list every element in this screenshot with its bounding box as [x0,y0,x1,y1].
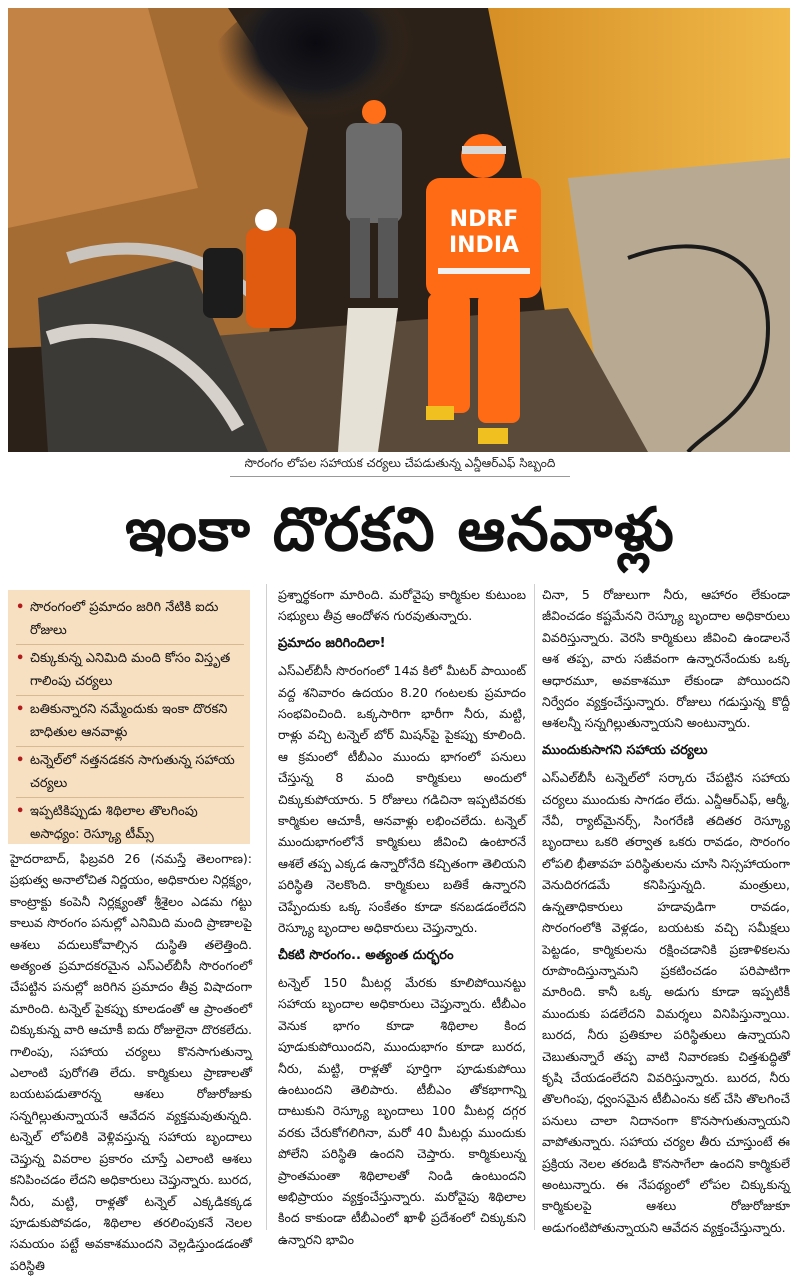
highlight-item: • ఇప్పటికిప్పుడు శిథిలాల తొలగింపు అసాధ్యం: రెస్క్యూ టీమ్స్ [16,800,244,848]
subheading: ముందుకుసాగని సహాయ చర్యలు [542,742,708,758]
column-divider [534,584,535,1230]
highlights-list [8,590,250,848]
tunnel-scene-illustration [8,8,790,452]
article-column-3 [542,584,790,1242]
subheading: చీకటి సొరంగం.. అత్యంత దుర్భరం [278,947,454,963]
headline: ఇంకా దొరకని ఆనవాళ్లు [125,495,675,565]
article-column-1 [10,848,252,1280]
rescue-photo [8,8,790,452]
column-divider [266,584,267,1230]
article-paragraph: ప్రశ్నార్థకంగా మారింది. మరోవైపు కార్మికుల కుటుంబ సభ్యులు తీవ్ర ఆందోళన గురవుతున్నారు. [278,587,526,624]
caption-underline [230,476,570,477]
photo-caption: సొరంగం లోపల సహాయక చర్యలు చేపడుతున్న ఎన్డీఆర్‌ఎఫ్ సిబ్బంది [244,456,556,470]
highlight-item: • చిక్కుకున్న ఎనిమిది మంది కోసం విస్తృత గాలింపు చర్యలు [16,647,244,696]
highlights-box [8,590,250,844]
article-column-2 [278,584,526,1254]
article-paragraph: హైదరాబాద్, ఫిబ్రవరి 26 (నమస్తే తెలంగాణ): ప్రభుత్వ అనాలోచిత నిర్ణయం, అధికారుల నిర్లక్ష్యం, కాంట్రాక్టు కంపెనీ నిర్లక్ష్యంతో శ్రీశైలం ఎడమ గట్టు కాలువ సొరంగం పనుల్లో ఎనిమిది మంది ప్రాణాలపై ఆశలు వదులుకోవాల్సిన దుస్థితి తలెత్తింది. అత్యంత ప్రమాదకరమైన ఎస్‌ఎల్‌బీసీ సొరంగంలో చేపట్టిన పనుల్లో జరిగిన ప్రమాదం తీవ్ర విషాదంగా మారింది. టన్నెల్ పైకప్పు కూలడంతో ఆ ప్రాంతంలో చిక్కుకున్న వారి ఆచూకీ ఐదు రోజులైనా దొరకలేదు. గాలింపు, సహాయ చర్యలు కొనసాగుతున్నా ఎలాంటి పురోగతి లేదు. కార్మికులు ప్రాణాలతో బయటపడుతారన్న ఆశలు రోజురోజుకు సన్నగిల్లుతున్నాయనే ఆవేదన వ్యక్తమవుతున్నది. టన్నెల్ లోపలికి వెళ్లివస్తున్న సహాయ బృందాలు చెప్తున్న వివరాల ప్రకారం చూస్తే ఎలాంటి ఆశలు కనిపించడం లేదని అధికారులు చెప్తున్నారు. బురద, నీరు, మట్టి, రాళ్లతో టన్నెల్ ఎక్కడికక్కడ పూడుకుపోవడం, శిథిలాల తరలింపుకనే నెలల సమయం పట్టే అవకాశముందని వెల్లడిస్తుండడంతో పరిస్థితి [10,851,252,1273]
highlight-item: • బతికున్నారని నమ్మేందుకు ఇంకా దొరకని బాధితుల ఆనవాళ్లు [16,698,244,747]
vest-text-ndrf: NDRF [449,207,519,232]
article-paragraph: ఎస్‌ఎల్‌బీసీ టన్నెల్‌లో సర్కారు చేపట్టిన సహాయ చర్యలు ముందుకు సాగడం లేదు. ఎన్డీఆర్‌ఎఫ్, ఆర్మీ, నేవీ, ర్యాట్‌మైనర్స్, సింగరేణి తదితర రెస్క్యూ బృందాలు ఒకరి తర్వాత ఒకరు రావడం, సొరంగం లోపలి భీతావహ పరిస్థితులను చూసి నిస్సహాయంగా వెనుదిరగడమే కనిపిస్తున్నది. మంత్రులు, ఉన్నతాధికారులు హడావుడిగా రావడం, సొరంగంలోకి వెళ్లడం, బయటకు వచ్చి సమీక్షలు పెట్టడం, కార్మికులను రక్షించడానికి ప్రణాళికలను రూపొందిస్తున్నామని ప్రకటించడం పరిపాటిగా మారింది. కానీ ఒక్క అడుగు కూడా ఇప్పటికీ ముందుకు పడలేదని విమర్శలు వినిపిస్తున్నాయి. బురద, నీరు ప్రతికూల పరిస్థితులు ఉన్నాయని చెబుతున్నారే తప్ప వాటి నివారణకు చిత్తశుద్ధితో కృషి చేయడంలేదని వివరిస్తున్నారు. బురద, నీరు తొలగింపు, ధ్వంసమైన టీబీఎంను కట్ చేసి తొలగించే పనులు చాలా నిదానంగా కొనసాగుతున్నాయని వాపోతున్నారు. సహాయ చర్యల తీరు చూస్తుంటే ఈ ప్రక్రియ నెలల తరబడి కొనసాగేలా ఉందని కార్మికులే అంటున్నారు. ఈ నేపథ్యంలో లోపల చిక్కుకున్న కార్మికులపై ఆశలు రోజురోజుకూ అడుగంటిపోతున్నాయని ఆవేదన వ్యక్తంచేస్తున్నారు. [542,770,790,1235]
subheading: ప్రమాదం జరిగిందిలా! [278,635,386,651]
article-paragraph: టన్నెల్ 150 మీటర్ల మేరకు కూలిపోయినట్టు సహాయ బృందాల అధికారులు చెప్తున్నారు. టీబీఎం వెనుక భాగం కూడా శిథిలాల కింద పూడుకుపోయిందని, ముందుభాగం కూడా బురద, నీరు, మట్టి, రాళ్లతో పూర్తిగా పూడుకుపోయి ఉంటుందని తెలిపారు. టీబీఎం తోకభాగాన్ని దాటుకుని రెస్క్యూ బృందాలు 100 మీటర్ల దగ్గర వరకు చేరుకోగలిగినా, మరో 40 మీటర్లు ముందుకు పోలేని పరిస్థితి ఉందని చెప్తారు. కార్మికులున్న ప్రాంతమంతా శిథిలాలతో నిండి ఉంటుందని అభిప్రాయం వ్యక్తంచేస్తున్నారు. మరోవైపు శిథిలాల కింద కాకుండా టీబీఎంలో ఖాళీ ప్రదేశంలో చిక్కుకుని ఉన్నారని భావిం [278,974,526,1247]
article-paragraph: చినా, 5 రోజులుగా నీరు, ఆహారం లేకుండా జీవించడం కష్టమేనని రెస్క్యూ బృందాల అధికారులు వివరిస్తున్నారు. వెరసి కార్మికులు జీవించి ఉండాలనే ఆశ తప్ప, వారు సజీవంగా ఉన్నారనేందుకు ఒక్క ఆధారమూ, అవకాశమూ లేకుండా పోయిందని నిర్వేదం వ్యక్తంచేస్తున్నారు. రోజులు గడుస్తున్న కొద్దీ ఆశలన్నీ సన్నగిల్లుతున్నాయని అంటున్నారు. [542,587,790,731]
vest-text-india: INDIA [448,233,520,258]
article-paragraph: ఎస్‌ఎల్‌బీసీ సొరంగంలో 14వ కిలో మీటర్ పాయింట్ వద్ద శనివారం ఉదయం 8.20 గంటలకు ప్రమాదం సంభవించింది. ఒక్కసారిగా భారీగా నీరు, మట్టి, రాళ్లు వచ్చి టన్నెల్ బోర్ మిషన్‌పై పైకప్పు కూలింది. ఆ క్రమంలో టీబీఎం ముందు భాగంలో పనులు చేస్తున్న 8 మంది కార్మికులు అందులో చిక్కుకుపోయారు. 5 రోజులు గడిచినా ఇప్పటివరకు కార్మికుల ఆచూకీ, ఆనవాళ్లు లభించలేదు. టన్నెల్ ముందుభాగంలోనే కార్మికులు జీవించి ఉంటారనే ఆశలే తప్ప ఎక్కడ ఉన్నారోనేది కచ్చితంగా తెలియని పరిస్థితి నెలకొంది. కార్మికులు బతికే ఉన్నారని చెప్పేందుకు ఒక్క సంకేతం కూడా కనబడడంలేదని రెస్క్యూ బృందాల అధికారులు చెప్తున్నారు. [278,663,526,936]
highlight-item: • టన్నెల్‌లో నత్తనడకన సాగుతున్న సహాయ చర్యలు [16,749,244,798]
highlight-item: • సొరంగంలో ప్రమాదం జరిగి నేటికి ఐదు రోజులు [16,596,244,645]
